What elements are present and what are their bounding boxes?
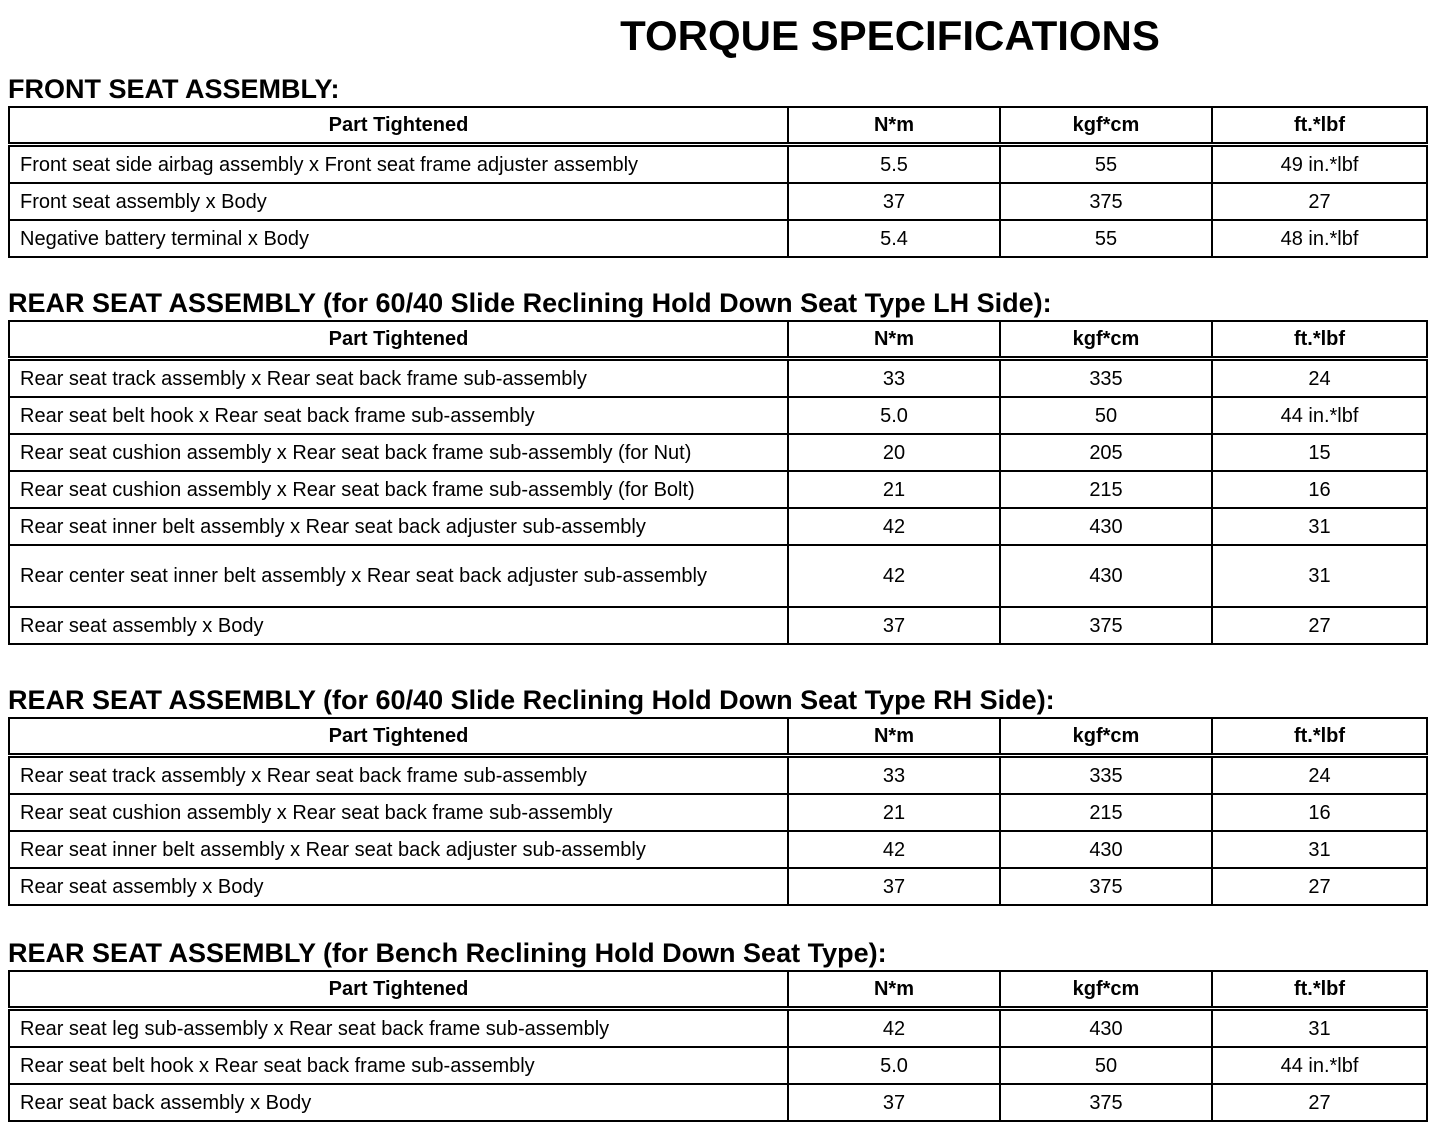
- nm-cell: 21: [788, 794, 1000, 831]
- column-header-kgf: kgf*cm: [1000, 107, 1212, 145]
- column-header-nm: N*m: [788, 718, 1000, 756]
- nm-cell: 20: [788, 434, 1000, 471]
- kgf-cell: 430: [1000, 545, 1212, 607]
- nm-cell: 21: [788, 471, 1000, 508]
- kgf-cell: 375: [1000, 607, 1212, 644]
- page-title: TORQUE SPECIFICATIONS: [620, 12, 1160, 59]
- table-row: [9, 220, 1427, 257]
- part-cell: Negative battery terminal x Body: [9, 220, 788, 257]
- nm-cell: 5.5: [788, 145, 1000, 184]
- column-header-part: Part Tightened: [9, 718, 788, 756]
- torque-table: [8, 970, 1428, 1122]
- nm-cell: 42: [788, 508, 1000, 545]
- ft-cell: 49 in.*lbf: [1212, 145, 1427, 184]
- ft-cell: 24: [1212, 359, 1427, 398]
- ft-cell: 48 in.*lbf: [1212, 220, 1427, 257]
- ft-cell: 44 in.*lbf: [1212, 1047, 1427, 1084]
- table-row: [9, 1084, 1427, 1121]
- nm-cell: 5.0: [788, 1047, 1000, 1084]
- part-cell: Rear seat back assembly x Body: [9, 1084, 788, 1121]
- table-row: [9, 397, 1427, 434]
- table-row: [9, 868, 1427, 905]
- nm-cell: 42: [788, 1009, 1000, 1048]
- header-row: [9, 718, 1427, 756]
- part-cell: Rear seat assembly x Body: [9, 607, 788, 644]
- ft-cell: 16: [1212, 794, 1427, 831]
- table-row: [9, 183, 1427, 220]
- table-row: [9, 1009, 1427, 1048]
- part-cell: Rear center seat inner belt assembly x Rear seat back adjuster sub-assembly: [9, 545, 788, 607]
- column-header-ft: ft.*lbf: [1212, 321, 1427, 359]
- nm-cell: 5.0: [788, 397, 1000, 434]
- nm-cell: 42: [788, 831, 1000, 868]
- column-header-nm: N*m: [788, 971, 1000, 1009]
- torque-table: [8, 717, 1428, 906]
- part-cell: Rear seat cushion assembly x Rear seat back frame sub-assembly (for Nut): [9, 434, 788, 471]
- kgf-cell: 375: [1000, 868, 1212, 905]
- section-rear-seat-lh: [8, 286, 1426, 645]
- ft-cell: 44 in.*lbf: [1212, 397, 1427, 434]
- table-row: [9, 545, 1427, 607]
- kgf-cell: 55: [1000, 220, 1212, 257]
- kgf-cell: 430: [1000, 831, 1212, 868]
- ft-cell: 27: [1212, 1084, 1427, 1121]
- header-row: [9, 107, 1427, 145]
- kgf-cell: 335: [1000, 359, 1212, 398]
- nm-cell: 5.4: [788, 220, 1000, 257]
- table-row: [9, 794, 1427, 831]
- ft-cell: 15: [1212, 434, 1427, 471]
- table-row: [9, 471, 1427, 508]
- ft-cell: 27: [1212, 868, 1427, 905]
- kgf-cell: 55: [1000, 145, 1212, 184]
- table-row: [9, 1047, 1427, 1084]
- column-header-kgf: kgf*cm: [1000, 321, 1212, 359]
- nm-cell: 33: [788, 359, 1000, 398]
- column-header-ft: ft.*lbf: [1212, 971, 1427, 1009]
- section-title: FRONT SEAT ASSEMBLY:: [8, 74, 340, 104]
- column-header-part: Part Tightened: [9, 971, 788, 1009]
- column-header-nm: N*m: [788, 107, 1000, 145]
- section-title: REAR SEAT ASSEMBLY (for 60/40 Slide Reclining Hold Down Seat Type RH Side):: [8, 685, 1055, 715]
- part-cell: Front seat assembly x Body: [9, 183, 788, 220]
- kgf-cell: 205: [1000, 434, 1212, 471]
- section-front-seat: [8, 72, 1426, 258]
- table-row: [9, 508, 1427, 545]
- column-header-part: Part Tightened: [9, 107, 788, 145]
- column-header-ft: ft.*lbf: [1212, 718, 1427, 756]
- table-row: [9, 359, 1427, 398]
- ft-cell: 27: [1212, 183, 1427, 220]
- table-row: [9, 756, 1427, 795]
- nm-cell: 37: [788, 607, 1000, 644]
- part-cell: Rear seat leg sub-assembly x Rear seat back frame sub-assembly: [9, 1009, 788, 1048]
- column-header-part: Part Tightened: [9, 321, 788, 359]
- kgf-cell: 430: [1000, 1009, 1212, 1048]
- table-row: [9, 831, 1427, 868]
- kgf-cell: 215: [1000, 471, 1212, 508]
- section-rear-seat-rh: [8, 683, 1426, 906]
- ft-cell: 31: [1212, 831, 1427, 868]
- column-header-kgf: kgf*cm: [1000, 718, 1212, 756]
- header-row: [9, 321, 1427, 359]
- kgf-cell: 335: [1000, 756, 1212, 795]
- ft-cell: 16: [1212, 471, 1427, 508]
- ft-cell: 31: [1212, 1009, 1427, 1048]
- table-row: [9, 434, 1427, 471]
- kgf-cell: 375: [1000, 1084, 1212, 1121]
- part-cell: Rear seat belt hook x Rear seat back frame sub-assembly: [9, 397, 788, 434]
- nm-cell: 33: [788, 756, 1000, 795]
- kgf-cell: 50: [1000, 1047, 1212, 1084]
- table-row: [9, 145, 1427, 184]
- part-cell: Rear seat track assembly x Rear seat back frame sub-assembly: [9, 756, 788, 795]
- kgf-cell: 215: [1000, 794, 1212, 831]
- section-title: REAR SEAT ASSEMBLY (for Bench Reclining Hold Down Seat Type):: [8, 938, 887, 968]
- part-cell: Rear seat cushion assembly x Rear seat back frame sub-assembly (for Bolt): [9, 471, 788, 508]
- part-cell: Rear seat track assembly x Rear seat back frame sub-assembly: [9, 359, 788, 398]
- ft-cell: 31: [1212, 508, 1427, 545]
- nm-cell: 37: [788, 868, 1000, 905]
- nm-cell: 37: [788, 183, 1000, 220]
- part-cell: Rear seat inner belt assembly x Rear seat back adjuster sub-assembly: [9, 508, 788, 545]
- column-header-nm: N*m: [788, 321, 1000, 359]
- part-cell: Rear seat inner belt assembly x Rear seat back adjuster sub-assembly: [9, 831, 788, 868]
- section-title: REAR SEAT ASSEMBLY (for 60/40 Slide Reclining Hold Down Seat Type LH Side):: [8, 288, 1052, 318]
- torque-table: [8, 320, 1428, 645]
- header-row: [9, 971, 1427, 1009]
- part-cell: Rear seat cushion assembly x Rear seat back frame sub-assembly: [9, 794, 788, 831]
- kgf-cell: 375: [1000, 183, 1212, 220]
- torque-table: [8, 106, 1428, 258]
- part-cell: Rear seat assembly x Body: [9, 868, 788, 905]
- table-row: [9, 607, 1427, 644]
- nm-cell: 42: [788, 545, 1000, 607]
- column-header-ft: ft.*lbf: [1212, 107, 1427, 145]
- column-header-kgf: kgf*cm: [1000, 971, 1212, 1009]
- nm-cell: 37: [788, 1084, 1000, 1121]
- kgf-cell: 430: [1000, 508, 1212, 545]
- section-rear-seat-bench: [8, 936, 1426, 1122]
- part-cell: Rear seat belt hook x Rear seat back frame sub-assembly: [9, 1047, 788, 1084]
- kgf-cell: 50: [1000, 397, 1212, 434]
- ft-cell: 27: [1212, 607, 1427, 644]
- part-cell: Front seat side airbag assembly x Front seat frame adjuster assembly: [9, 145, 788, 184]
- ft-cell: 31: [1212, 545, 1427, 607]
- ft-cell: 24: [1212, 756, 1427, 795]
